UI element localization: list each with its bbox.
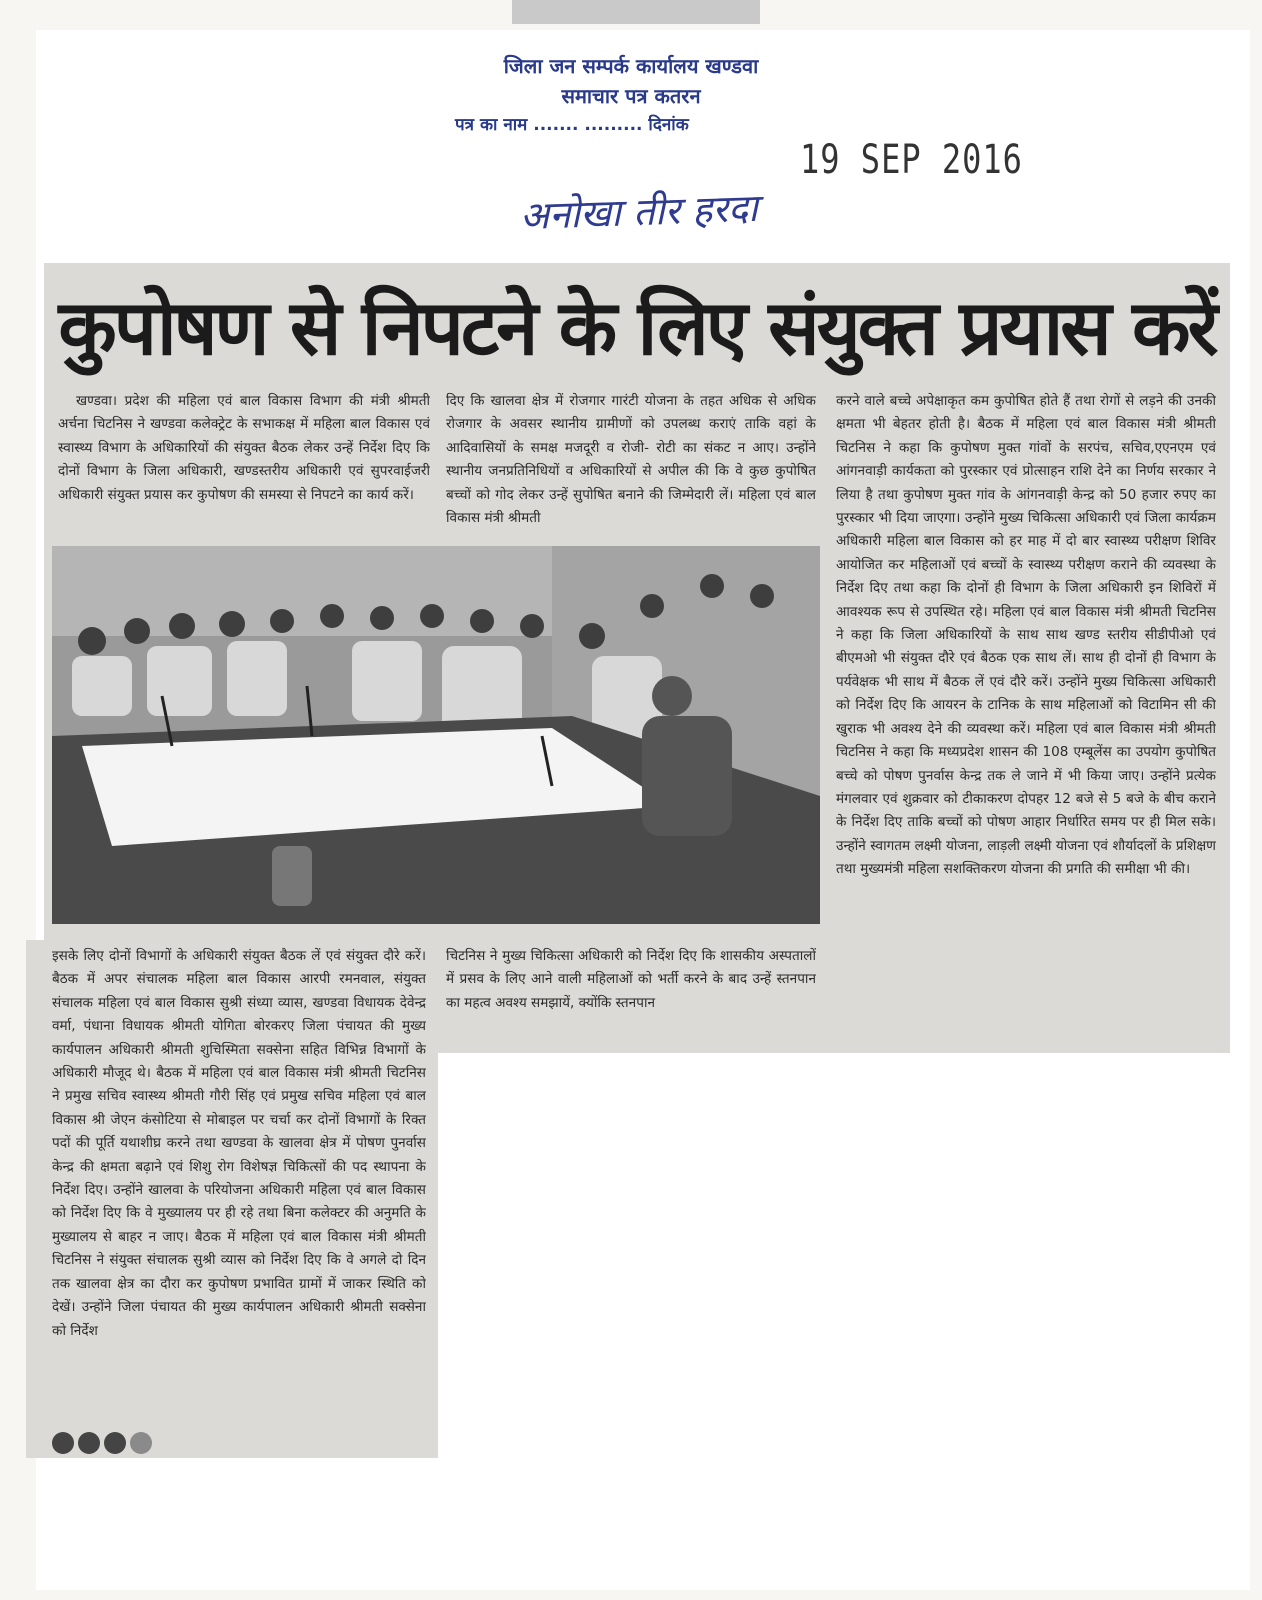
stamp-office: जिला जन सम्पर्क कार्यालय खण्डवा: [503, 54, 759, 78]
clipping-footer-ornament: [52, 1432, 152, 1454]
ornament-dot: [52, 1432, 74, 1454]
stamp-clipping-label: समाचार पत्र कतरन: [561, 84, 701, 108]
article-column-3: करने वाले बच्चे अपेक्षाकृत कम कुपोषित होते हैं तथा रोगों से लड़ने की उनकी क्षमता भी बेहतर होती है। बैठक में महिला एवं बाल विकास मंत्री श्रीमती चिटनिस ने कहा कि कुपोषण मुक्त गांवों के सरपंच, सचिव,एएनएम एवं आंगनवाड़ी कार्यकता को पुरस्कार एवं प्रोत्साहन राशि देने का निर्णय सरकार ने लिया है तथा कुपोषण मुक्त गांव के आंगनवाड़ी केन्द्र को 50 हजार रुपए का पुरस्कार भी दिया जाएगा। उन्होंने मुख्य चिकित्सा अधिकारी एवं जिला कार्यक्रम अधिकारी महिला बाल विकास को हर माह में दो बार स्वास्थ्य परीक्षण शिविर आयोजित कर महिलाओं एवं बच्चों के स्वास्थ्य परीक्षण कराने की व्यवस्था के निर्देश दिए तथा कहा कि दोनों ही विभाग के जिला अधिकारी इन शिविरों में आवश्यक रूप से उपस्थित रहे। महिला एवं बाल विकास मंत्री श्रीमती चिटनिस ने कहा कि जिला अधिकारियों के साथ साथ खण्ड स्तरीय सीडीपीओ एवं बीएमओ भी संयुक्त दौरे एवं बैठक एक साथ लें। साथ ही दोनों ही विभाग के पर्यवेक्षक भी साथ में बैठक लें एवं दौरे करें। उन्होंने मुख्य चिकित्सा अधिकारी को निर्देश दिए कि आयरन के टानिक के साथ महिलाओं को विटामिन सी की खुराक भी अवश्य देने की व्यवस्था करें। महिला एवं बाल विकास मंत्री श्रीमती चिटनिस ने कहा कि मध्यप्रदेश शासन की 108 एम्बूलेंस का उपयोग कुपोषित बच्चे को पोषण पुनर्वास केन्द्र तक ले जाने में भी किया जाए। उन्होंने प्रत्येक मंगलवार एवं शुक्रवार को टीकाकरण दोपहर 12 बजे से 5 बजे के बीच कराने के निर्देश दिए ताकि बच्चों को पोषण आहार निर्धारित समय पर ही मिल सके। उन्होंने स्वागतम लक्ष्मी योजना, लाड़ली लक्ष्मी योजना एवं शौर्यादलों के प्रशिक्षण तथा मुख्यमंत्री महिला सशक्तिकरण योजना की प्रगति की समीक्षा भी की।: [836, 393, 1216, 878]
article-column-2: दिए कि खालवा क्षेत्र में रोजगार गारंटी योजना के तहत अधिक से अधिक रोजगार के अवसर स्थानीय ग्रामीणों को उपलब्ध कराएं ताकि वहां के आदिवासियों के समक्ष मजदूरी व रोजी- रोटी का संकट न आए। उन्होंने स्थानीय जनप्रतिनिधियों व अधिकारियों से अपील की कि वे कुछ कुपोषित बच्चों को गोद लेकर उन्हें सुपोषित बनाने की जिम्मेदारी लें। महिला एवं बाल विकास मंत्री श्रीमती: [446, 393, 816, 527]
date-stamp: 19 SEP 2016: [800, 135, 1023, 183]
ornament-dot: [104, 1432, 126, 1454]
article-column-5: चिटनिस ने मुख्य चिकित्सा अधिकारी को निर्देश दिए कि शासकीय अस्पतालों में प्रसव के लिए आने वाली महिलाओं को भर्ती करने के बाद उन्हें स्तनपान का महत्व अवश्य समझायें, क्योंकि स्तनपान: [446, 948, 816, 1011]
meeting-photo: [52, 546, 820, 924]
scanner-tab: [512, 0, 760, 24]
meeting-photo-image: [52, 546, 820, 924]
stamp-paper-name-label: पत्र का नाम ....... ......... दिनांक: [455, 115, 689, 135]
article-column-4: इसके लिए दोनों विभागों के अधिकारी संयुक्त बैठक लें एवं संयुक्त दौरे करें। बैठक में अपर संचालक महिला बाल विकास आरपी रमनवाल, संयुक्त संचालक महिला एवं बाल विकास सुश्री संध्या व्यास, खण्डवा विधायक देवेन्द्र वर्मा, पंधाना विधायक श्रीमती योगिता बोरकर‍ए जिला पंचायत की मुख्य कार्यपालन अधिकारी श्रीमती शुचिस्मिता सक्सेना सहित विभिन्न विभागों के अधिकारी मौजूद थे। बैठक में महिला एवं बाल विकास मंत्री श्रीमती चिटनिस ने प्रमुख सचिव स्वास्थ्य श्रीमती गौरी सिंह एवं प्रमुख सचिव महिला एवं बाल विकास श्री जेएन कंसोटिया से मोबाइल पर चर्चा कर दोनों विभागों के रिक्त पदों की पूर्ति यथाशीघ्र करने तथा खण्डवा के खालवा क्षेत्र में पोषण पुनर्वास केन्द्र की क्षमता बढ़ाने एवं शिशु रोग विशेषज्ञ चिकित्सों की पद स्थापना के निर्देश दिए। उन्होंने खालवा के परियोजना अधिकारी महिला एवं बाल विकास को निर्देश दिए कि वे मुख्यालय पर ही रहे तथा बिना कलेक्टर की अनुमति के मुख्यालय से बाहर न जाए। बैठक में महिला एवं बाल विकास मंत्री श्रीमती चिटनिस ने संयुक्त संचालक सुश्री व्यास को निर्देश दिए कि वे अगले दो दिन तक खालवा क्षेत्र का दौरा कर कुपोषण प्रभावित ग्रामों में जाकर स्थिति को देखें। उन्होंने जिला पंचायत की मुख्य कार्यपालन अधिकारी श्रीमती सक्सेना को निर्देश: [52, 948, 426, 1339]
handwritten-source: अनोखा तीर हरदा: [519, 185, 759, 239]
article-column-1: खण्डवा। प्रदेश की महिला एवं बाल विकास विभाग की मंत्री श्रीमती अर्चना चिटनिस ने खण्डवा कलेक्ट्रेट के सभाकक्ष में महिला बाल विकास एवं स्वास्थ्य विभाग के अधिकारियों की संयुक्त बैठक लेकर उन्हें निर्देश दिए कि दोनों विभाग के जिला अधिकारी, खण्डस्तरीय अधिकारी एवं सुपरवाईजरी अधिकारी संयुक्त प्रयास कर कुपोषण की समस्या से निपटने का कार्य करें।: [58, 393, 430, 503]
ornament-dot: [78, 1432, 100, 1454]
article-headline: कुपोषण से निपटने के लिए संयुक्त प्रयास करें: [58, 283, 1216, 372]
ornament-dot: [130, 1432, 152, 1454]
